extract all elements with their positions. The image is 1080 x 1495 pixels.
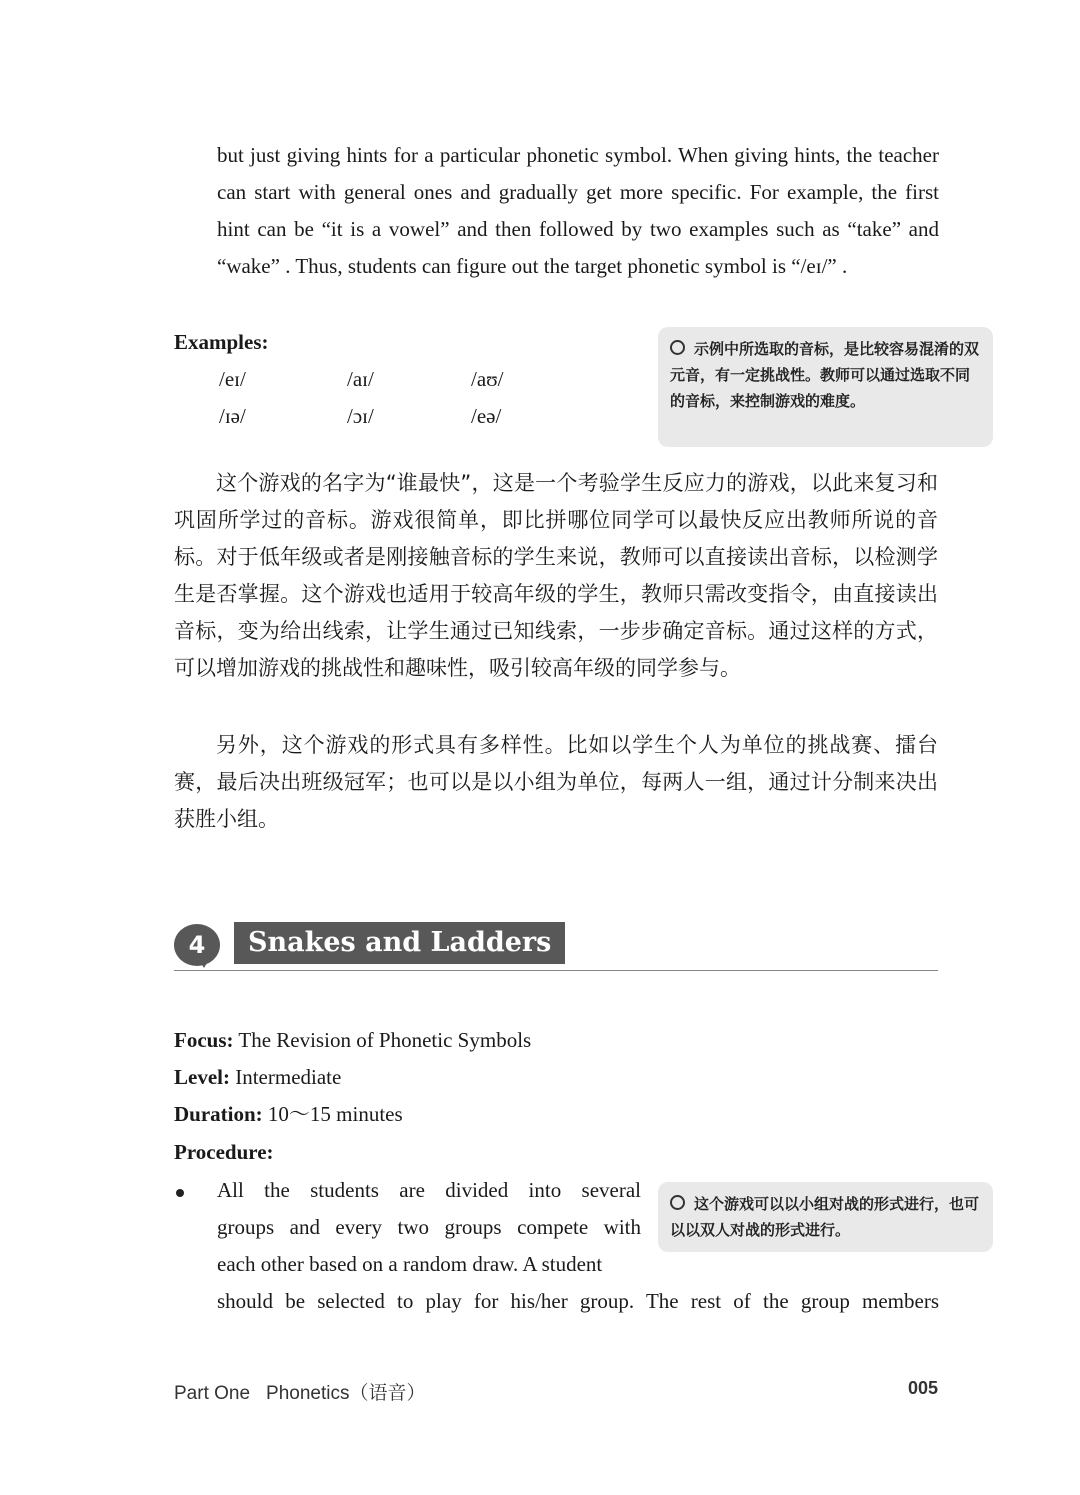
bullet-line: All the students are divided into several [217, 1178, 641, 1202]
side-note-text: 示例中所选取的音标，是比较容易混淆的双元音，有一定挑战性。教师可以通过选取不同的音标，来控制游戏的难度。 [670, 340, 980, 410]
chinese-paragraph: 另外，这个游戏的形式具有多样性。比如以学生个人为单位的挑战赛、擂台赛，最后决出班级冠军；也可以是以小组为单位，每两人一组，通过计分制来决出获胜小组。 [174, 733, 938, 831]
chinese-paragraph: 这个游戏的名字为“谁最快”，这是一个考验学生反应力的游戏，以此来复习和巩固所学过的音标。游戏很简单，即比拼哪位同学可以最快反应出教师所说的音标。对于低年级或者是刚接触音标的学生来说，教师可以直接读出音标，以检测学生是否掌握。这个游戏也适用于较高年级的学生，教师只需改变指令，由直接读出音标，变为给出线索，让学生通过已知线索，一步步确定音标。通过这样的方式，可以增加游戏的挑战性和趣味性，吸引较高年级的同学参与。 [174, 471, 938, 680]
section-divider [174, 970, 938, 971]
footer-chapter: Phonetics（语音） [266, 1383, 426, 1404]
focus-label: Focus: [174, 1028, 234, 1052]
chinese-paragraph-2-block [174, 727, 938, 838]
bullet-line: groups and every two groups compete with [217, 1215, 641, 1239]
running-footer [174, 1378, 442, 1405]
focus-value: The Revision of Phonetic Symbols [238, 1028, 532, 1052]
bullet-continuation: should be selected to play for his/her group. The rest of the group members [217, 1289, 939, 1313]
section-number-badge: 4 [174, 924, 220, 966]
bullet-line: each other based on a random draw. A student [217, 1252, 603, 1276]
footer-part: Part One [174, 1383, 251, 1404]
level-line [174, 1059, 341, 1096]
phonetic-symbol: /ɪə/ [219, 404, 246, 428]
phonetic-symbol: /aɪ/ [347, 367, 374, 391]
phonetic-symbol: /aʊ/ [471, 367, 504, 391]
bullet-text [217, 1172, 641, 1283]
duration-line [174, 1096, 403, 1133]
intro-paragraph: but just giving hints for a particular phonetic symbol. When giving hints, the teacher can start with general ones and gradually get more specific. For example, the first hint can be “it is a vowel” and then followed by two examples such as “take” and “wake” . Thus, students can figure out the target phonetic symbol is “/eɪ/” . [217, 143, 939, 278]
circle-bullet-icon [670, 1195, 685, 1210]
chinese-paragraph-1-block [174, 465, 938, 687]
section-title: Snakes and Ladders [234, 922, 565, 964]
duration-label: Duration: [174, 1102, 263, 1126]
phonetic-symbol: /eə/ [471, 404, 502, 428]
phonetic-symbol: /ɔɪ/ [347, 404, 374, 428]
level-label: Level: [174, 1065, 230, 1089]
focus-line [174, 1022, 531, 1059]
side-note-1 [658, 327, 993, 447]
duration-value: 10～15 minutes [267, 1102, 403, 1126]
section-heading [174, 922, 938, 972]
intro-paragraph-block [217, 137, 939, 285]
level-value: Intermediate [235, 1065, 342, 1089]
speech-bubble-tail-icon [198, 958, 210, 968]
side-note-text: 这个游戏可以以小组对战的形式进行，也可以以双人对战的形式进行。 [670, 1195, 980, 1239]
page-number: 005 [907, 1378, 938, 1398]
procedure-label: Procedure: [174, 1140, 274, 1164]
examples-label: Examples: [174, 330, 269, 354]
phonetic-symbol: /eɪ/ [219, 367, 246, 391]
side-note-2 [658, 1182, 993, 1252]
circle-bullet-icon [670, 340, 685, 355]
bullet-icon [176, 1189, 184, 1197]
